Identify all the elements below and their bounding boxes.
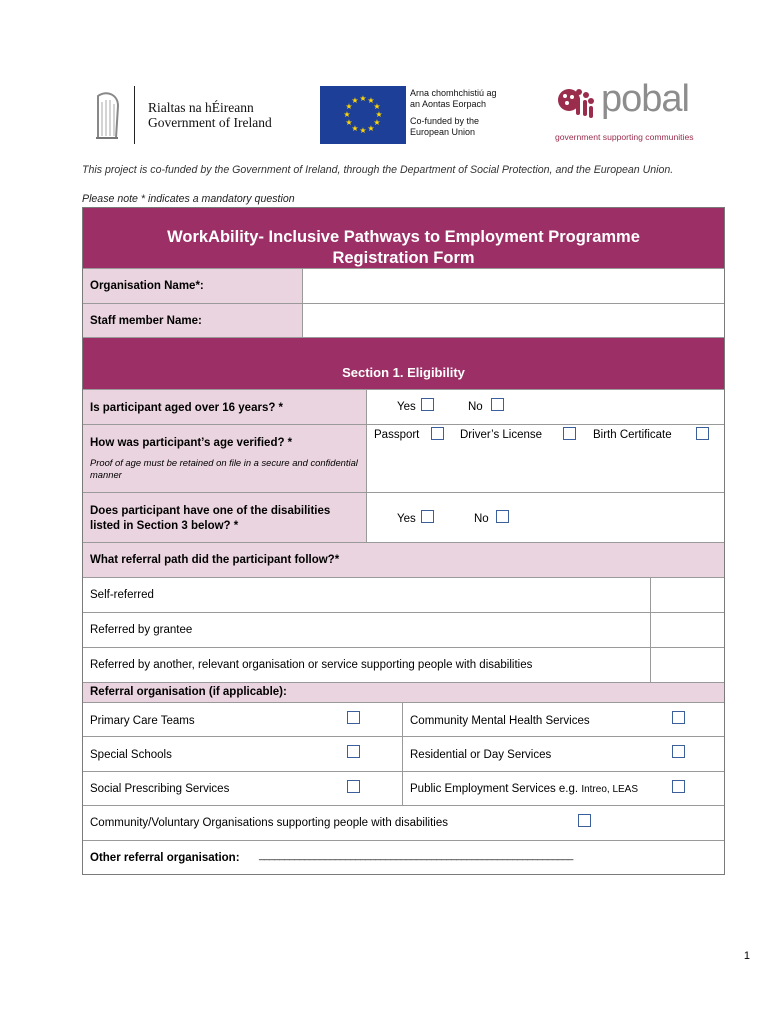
birth-certificate-label: Birth Certificate (593, 429, 672, 441)
drivers-license-checkbox[interactable] (563, 427, 576, 440)
org-social-cell (83, 772, 403, 806)
section1-header (83, 338, 724, 390)
q-age-label-cell (83, 390, 367, 425)
ref-org-header (83, 683, 724, 703)
other-org-cell (83, 841, 724, 874)
passport-checkbox[interactable] (431, 427, 444, 440)
svg-text:★: ★ (367, 96, 375, 105)
other-org-input-line[interactable]: ______________________________________________________________ (259, 850, 573, 861)
svg-text:★: ★ (359, 94, 367, 103)
q-age-options (367, 390, 724, 425)
birth-certificate-checkbox[interactable] (696, 427, 709, 440)
drivers-license-label: Driver’s License (460, 429, 543, 441)
path-grantee-select[interactable] (651, 613, 724, 648)
page-number: 1 (743, 950, 750, 962)
q-disability-label (90, 504, 330, 534)
form-title-line1: WorkAbility- Inclusive Pathways to Employment Programme (167, 228, 640, 246)
harp-icon (92, 90, 122, 142)
staff-name-label-cell (83, 304, 303, 338)
org-social-checkbox[interactable] (347, 780, 360, 793)
gov-logo-text (148, 100, 272, 130)
pobal-logo (555, 78, 705, 148)
svg-text:★: ★ (343, 110, 351, 119)
path-other-select[interactable] (651, 648, 724, 683)
svg-text:★: ★ (359, 126, 367, 135)
disability-no-label: No (474, 513, 489, 525)
age-no-label: No (468, 401, 483, 413)
svg-text:★: ★ (351, 124, 359, 133)
eu-text-line: an Aontas Eorpach (410, 99, 487, 109)
section1-title: Section 1. Eligibility (342, 365, 465, 380)
other-org-label: Other referral organisation: (90, 852, 240, 864)
org-primary-checkbox[interactable] (347, 711, 360, 724)
people-icon (555, 86, 597, 124)
org-special-label: Special Schools (90, 749, 172, 761)
org-pes-small: Intreo, LEAS (581, 784, 639, 795)
gov-logo-irish: Rialtas na hÉireann (148, 100, 254, 115)
form-title (83, 208, 724, 269)
staff-name-input[interactable] (303, 304, 724, 338)
org-name-input[interactable] (303, 269, 724, 304)
disability-no-checkbox[interactable] (496, 510, 509, 523)
government-of-ireland-logo (92, 86, 277, 146)
gov-logo-english: Government of Ireland (148, 115, 272, 130)
eu-text-line: European Union (410, 127, 476, 137)
eu-text-line: Co-funded by the (410, 116, 480, 126)
cofunding-statement: This project is co-funded by the Government of Ireland, through the Department of Social Protection, and the European Union. (82, 164, 674, 176)
form-title-line2: Registration Form (332, 249, 475, 267)
path-grantee-label: Referred by grantee (90, 624, 193, 636)
path-other-label: Referred by another, relevant organisation or service supporting people with disabilities (90, 659, 533, 671)
org-residential-cell (403, 737, 724, 772)
org-special-checkbox[interactable] (347, 745, 360, 758)
org-community-checkbox[interactable] (578, 814, 591, 827)
org-residential-label: Residential or Day Services (410, 749, 552, 761)
org-name-label: Organisation Name*: (90, 280, 204, 292)
svg-text:★: ★ (373, 102, 381, 111)
org-pes-checkbox[interactable] (672, 780, 685, 793)
org-cmhs-label: Community Mental Health Services (410, 715, 590, 727)
pobal-wordmark: pobal (601, 78, 689, 120)
path-other-cell (83, 648, 651, 683)
disability-yes-checkbox[interactable] (421, 510, 434, 523)
q-disability-options (367, 493, 724, 543)
age-yes-label: Yes (397, 401, 416, 413)
svg-text:★: ★ (345, 118, 353, 127)
q-disability-label-cell (83, 493, 367, 543)
svg-text:★: ★ (375, 110, 383, 119)
q-age-label: Is participant aged over 16 years? * (90, 402, 284, 414)
mandatory-note: Please note * indicates a mandatory question (82, 193, 295, 205)
org-community-cell (83, 806, 724, 841)
age-yes-checkbox[interactable] (421, 398, 434, 411)
path-self-cell (83, 578, 651, 613)
verify-note: Proof of age must be retained on file in a secure and confidential manner (90, 457, 358, 480)
svg-text:★: ★ (345, 102, 353, 111)
org-special-cell (83, 737, 403, 772)
org-community-label: Community/Voluntary Organisations supporting people with disabilities (90, 817, 448, 829)
path-self-select[interactable] (651, 578, 724, 613)
eu-cofunded-logo (320, 86, 510, 146)
svg-text:★: ★ (351, 96, 359, 105)
org-social-label: Social Prescribing Services (90, 783, 230, 795)
org-primary-label: Primary Care Teams (90, 715, 195, 727)
q-verify-options (367, 425, 724, 493)
registration-form (82, 207, 725, 875)
path-self-label: Self-referred (90, 589, 154, 601)
logo-divider (134, 86, 135, 144)
q-disability-line1: Does participant have one of the disabilities (90, 505, 331, 517)
org-pes-label (410, 783, 638, 795)
age-no-checkbox[interactable] (491, 398, 504, 411)
disability-yes-label: Yes (397, 513, 416, 525)
eu-text-line: Arna chomhchistiú ag (410, 88, 497, 98)
path-grantee-cell (83, 613, 651, 648)
q-verify-label: How was participant’s age verified? * (90, 437, 293, 449)
org-pes-cell (403, 772, 724, 806)
org-primary-cell (83, 703, 403, 737)
svg-text:★: ★ (373, 118, 381, 127)
passport-label: Passport (374, 429, 420, 441)
q-referral-label: What referral path did the participant follow?* (90, 554, 340, 566)
pobal-tagline: government supporting communities (555, 132, 694, 142)
org-name-label-cell (83, 269, 303, 304)
org-residential-checkbox[interactable] (672, 745, 685, 758)
q-disability-line2: listed in Section 3 below? * (90, 520, 239, 532)
eu-logo-text (410, 88, 510, 138)
svg-text:★: ★ (367, 124, 375, 133)
org-cmhs-checkbox[interactable] (672, 711, 685, 724)
eu-flag-icon (320, 86, 406, 144)
org-pes-main: Public Employment Services e.g. (410, 783, 579, 795)
q-referral-cell (83, 543, 724, 578)
q-verify-label-cell (83, 425, 367, 493)
org-cmhs-cell (403, 703, 724, 737)
ref-org-label: Referral organisation (if applicable): (90, 686, 287, 698)
staff-name-label: Staff member Name: (90, 315, 202, 327)
